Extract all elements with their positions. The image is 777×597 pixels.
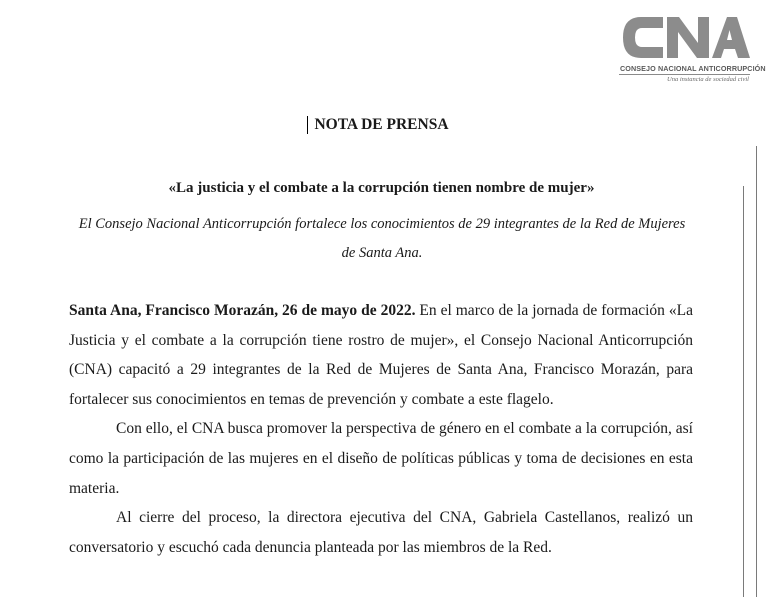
page-edge-line	[756, 146, 757, 597]
press-release-subtitle: El Consejo Nacional Anticorrupción fortalece los conocimientos de 29 integrantes de la Red de Mujeres de Santa Ana.	[78, 216, 686, 261]
press-release-title: «La justicia y el combate a la corrupción tienen nombre de mujer»	[168, 180, 595, 196]
dateline: Santa Ana, Francisco Morazán, 26 de mayo de 2022.	[69, 302, 416, 319]
margin-line	[743, 186, 744, 597]
cna-logo-letters-icon	[619, 13, 750, 62]
logo-tagline: Una instancia de sociedad civil	[667, 76, 749, 83]
paragraph-2: Con ello, el CNA busca promover la perspectiva de género en el combate a la corrupción, así como la participación de las mujeres en el diseño de políticas públicas y toma de decisiones en esta materia.	[69, 420, 693, 497]
paragraph-1-text: En el marco de la jornada de formación «La Justicia y el combate a la corrupción tiene rostro de mujer», el Consejo Nacional Anticorrupción (CNA) capacitó a 29 integrantes de la Red de Mujeres de Santa Ana, Francisco Morazán, para fortalecer sus conocimientos en temas de prevención y combate a este flagelo.	[69, 302, 693, 408]
paragraph-3: Al cierre del proceso, la directora ejecutiva del CNA, Gabriela Castellanos, realizó un conversatorio y escuchó cada denuncia planteada por las miembros de la Red.	[69, 509, 693, 556]
document-heading: NOTA DE PRENSA	[314, 116, 449, 133]
cna-logo	[619, 13, 766, 83]
paragraph-1	[69, 296, 693, 414]
logo-divider	[619, 74, 750, 75]
document-body	[69, 296, 693, 562]
logo-org-name: CONSEJO NACIONAL ANTICORRUPCIÓN	[620, 64, 766, 73]
